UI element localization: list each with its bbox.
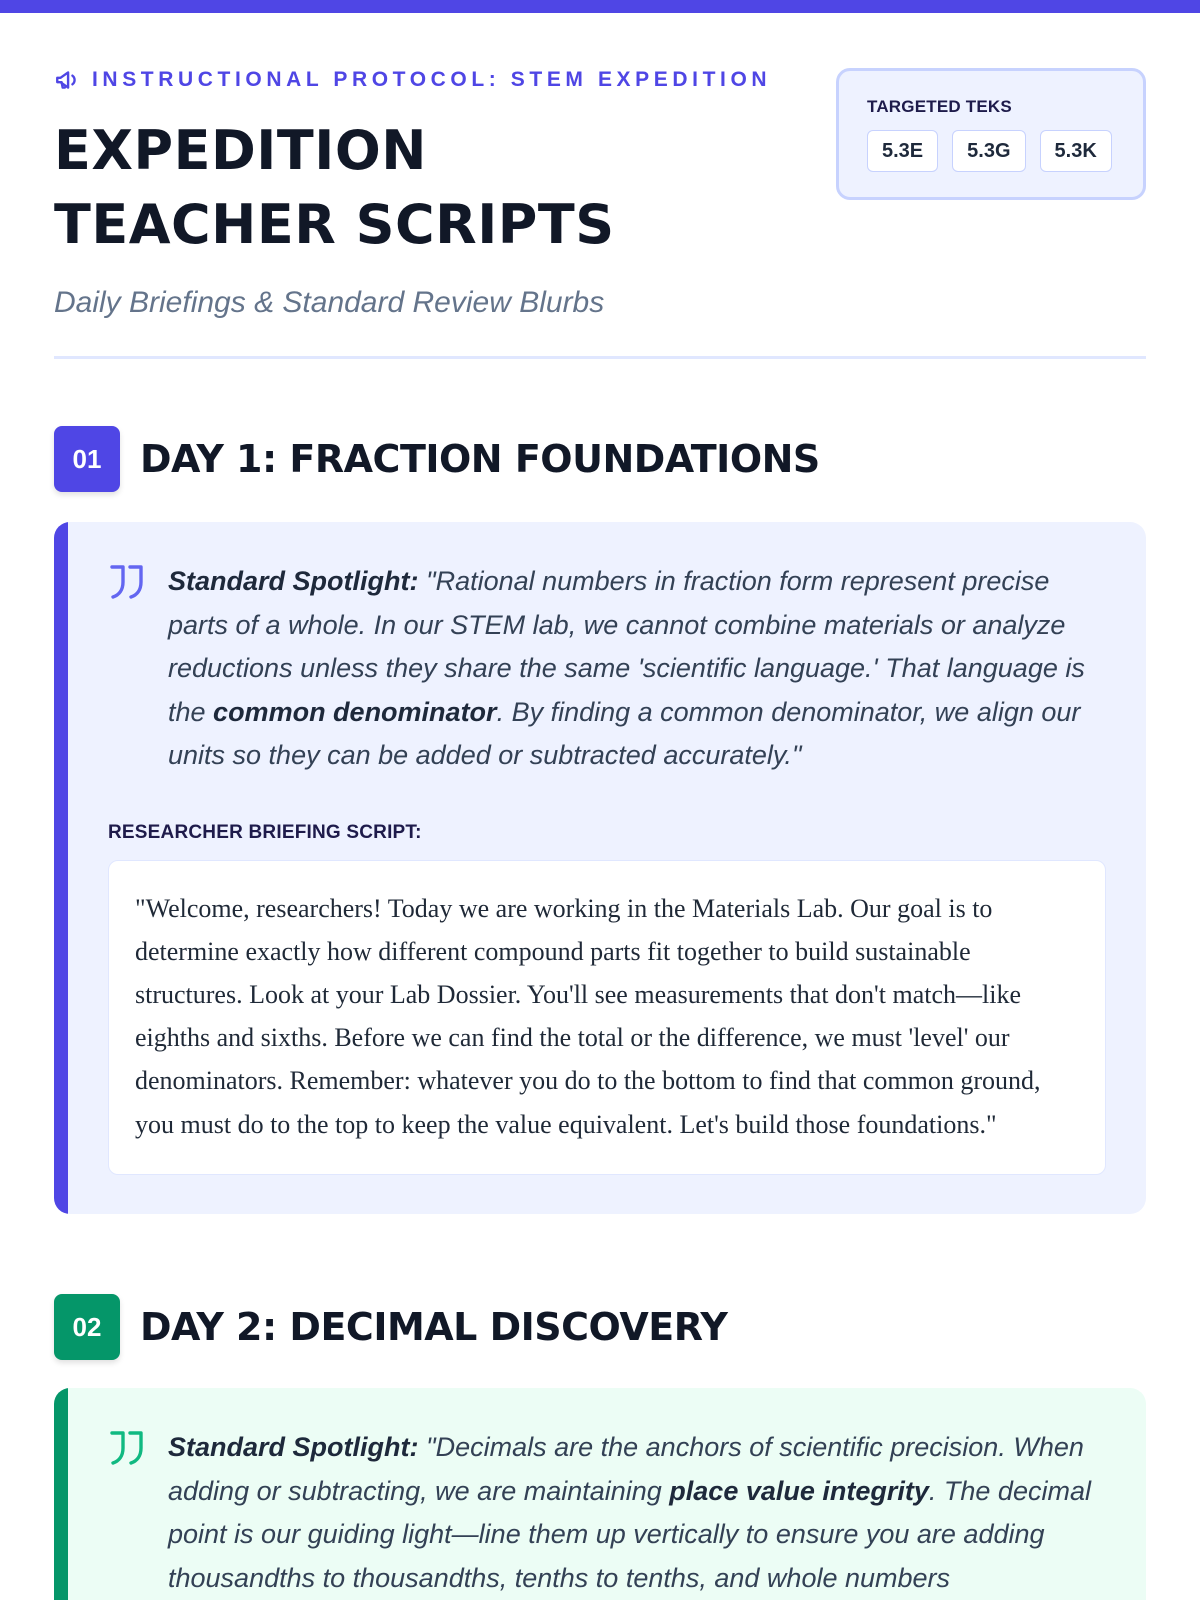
spotlight-highlight: place value integrity: [669, 1475, 929, 1506]
teks-chip: 5.3K: [1040, 130, 1112, 172]
teks-chip-list: [867, 130, 1115, 172]
day-1-title: DAY 1: FRACTION FOUNDATIONS: [140, 437, 820, 481]
spotlight-text-post: . By finding a common denominator, we align our units so they can be added or subtracted accurately.": [168, 696, 1081, 770]
quote-icon: [108, 1430, 146, 1466]
day-1-spotlight: [54, 560, 1106, 778]
day-1-briefing-text: "Welcome, researchers! Today we are working in the Materials Lab. Our goal is to determine exactly how different compound parts fit together to build sustainable structures. Look at your Lab Dossier. You'll see measurements that don't match—like eighths and sixths. Before we can find the total or the difference, we must 'level' our denominators. Remember: whatever you do to the bottom to find that common ground, you must do to the top to keep the value equivalent. Let's build those foundations.": [135, 893, 1041, 1139]
spotlight-text-post: . The decimal point is our guiding light—line them up vertically to ensure you are adding thousandths to thousandths, tenths to tenths, and whole numbers: [168, 1475, 1091, 1593]
spotlight-text-pre: "Rational numbers in fraction form represent precise parts of a whole. In our STEM lab, we cannot combine materials or analyze reductions unless they share the same 'scientific language.' That language is the: [168, 566, 1085, 727]
spotlight-lead: Standard Spotlight:: [168, 566, 419, 596]
day-1-heading: [54, 426, 820, 492]
day-1-briefing-label: RESEARCHER BRIEFING SCRIPT:: [108, 821, 422, 843]
day-1-briefing-box: [108, 860, 1106, 1175]
targeted-teks-panel: [836, 68, 1146, 200]
page-title-line-2: TEACHER SCRIPTS: [54, 193, 615, 256]
header-divider: [54, 356, 1146, 359]
teks-chip: 5.3E: [867, 130, 938, 172]
teks-chip: 5.3G: [952, 130, 1025, 172]
day-2-spotlight: [54, 1426, 1106, 1600]
spotlight-text-pre: "Decimals are the anchors of scientific precision. When adding or subtracting, we are maintaining: [168, 1432, 1084, 1506]
day-1-card: [54, 522, 1146, 1214]
megaphone-icon: [54, 67, 80, 93]
day-1-number-badge: 01: [54, 426, 120, 492]
day-2-heading: [54, 1294, 727, 1360]
teks-label: TARGETED TEKS: [867, 97, 1012, 116]
day-2-spotlight-text: [168, 1426, 1106, 1600]
day-2-title: DAY 2: DECIMAL DISCOVERY: [140, 1305, 728, 1349]
spotlight-lead: Standard Spotlight:: [168, 1432, 419, 1462]
eyebrow-text: INSTRUCTIONAL PROTOCOL: STEM EXPEDITION: [92, 68, 772, 91]
top-accent-bar: [0, 0, 1200, 13]
day-1-spotlight-text: [168, 560, 1106, 778]
day-2-number-badge: 02: [54, 1294, 120, 1360]
quote-icon: [108, 564, 146, 600]
page-subtitle: Daily Briefings & Standard Review Blurbs: [54, 286, 605, 319]
spotlight-highlight: common denominator: [213, 696, 497, 727]
page-title-line-1: EXPEDITION: [54, 119, 427, 182]
day-2-card: [54, 1388, 1146, 1600]
